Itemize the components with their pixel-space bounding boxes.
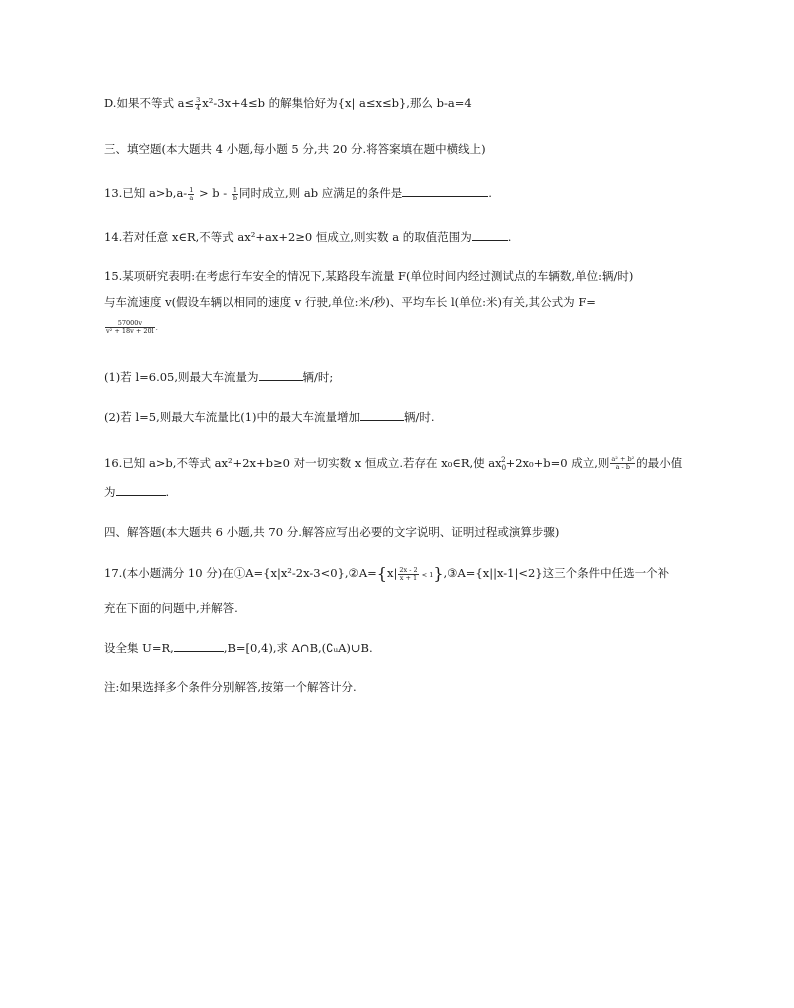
q15-formula-fraction: $\frac{57000v}{\text{v² + 18v + 20l}}$	[106, 318, 154, 335]
question-17-line-2: 充在下面的问题中,并解答.	[104, 601, 238, 615]
q17-open-brace: {	[376, 564, 387, 583]
q13-fraction-1: $\frac{1}{a}$	[189, 185, 194, 202]
question-15-line-2: 与车流速度 v(假设车辆以相同的速度 v 行驶,单位:米/秒)、平均车长 l(单位:米)有关,其公式为 F=	[104, 295, 596, 309]
option-d-fraction: $\frac{3}{4}$	[196, 95, 201, 112]
q16-sup-two: 2	[501, 456, 506, 464]
q17-close-brace: }	[433, 564, 444, 583]
question-14: 14.若对任意 x∈R,不等式 ax²+ax+2≥0 恒成立,则实数 a 的取值范围为 .	[104, 230, 512, 244]
question-16-line-2: 为 .	[104, 485, 170, 499]
q17-condition-blank[interactable]	[174, 640, 224, 652]
q13-fraction-2: $\frac{1}{b}$	[232, 185, 238, 202]
option-d	[104, 95, 472, 112]
option-d-prefix: D.如果不等式 a≤	[104, 96, 195, 110]
question-15-line-1: 15.某项研究表明:在考虑行车安全的情况下,某路段车流量 F(单位时间内经过测试点的车辆数,单位:辆/时)	[104, 269, 634, 283]
q16-sub-zero: 0	[501, 464, 507, 473]
option-d-rest: x²-3x+4≤b 的解集恰好为{x| a≤x≤b},那么 b-a=4	[202, 96, 472, 110]
q15-part2-blank[interactable]	[360, 409, 404, 421]
section-3-heading: 三、填空题(本大题共 4 小题,每小题 5 分,共 20 分.将答案填在题中横线上)	[104, 142, 486, 156]
section-4-heading: 四、解答题(本大题共 6 小题,共 70 分.解答应写出必要的文字说明、证明过程或演算步骤)	[104, 525, 560, 539]
question-16-line-1: 16.已知 a>b,不等式 ax²+2x+b≥0 对一切实数 x 恒成立.若存在 x₀∈R,使 $ax_0^2+2x_0+b=0$ 成立,则 $\frac{\text{a² + b²}}{a - b}$ 的最小值	[104, 455, 683, 473]
q13-answer-blank[interactable]	[402, 185, 488, 197]
q17-fraction: $\frac{2x - 2}{x + 1}$	[399, 565, 418, 582]
question-17-line-3: 设全集 U=R, ,B=[0,4),求 A∩B,(∁ᵤA)∪B.	[104, 641, 373, 655]
question-17-note: 注:如果选择多个条件分别解答,按第一个解答计分.	[104, 680, 357, 694]
question-17-line-1: 17.(本小题满分 10 分)在①A={x|x²-2x-3<0},②A={x| $\frac{2x - 2}{x + 1}$ < 1},③A={x||x-1|<2}这三个条件中任选一个补	[104, 564, 670, 583]
q16-answer-blank[interactable]	[116, 484, 166, 496]
q14-answer-blank[interactable]	[472, 229, 508, 241]
q16-fraction: $\frac{\text{a² + b²}}{a - b}$	[611, 455, 635, 472]
q15-part-2: (2)若 l=5,则最大车流量比(1)中的最大车流量增加 辆/时.	[104, 410, 435, 424]
question-13: 13.已知 a>b,a- $\frac{1}{a}$ > b - $\frac{1}{b}$ 同时成立,则 ab 应满足的条件是 .	[104, 185, 492, 202]
q15-formula: $\frac{57000v}{\text{v² + 18v + 20l}}$ .	[106, 318, 158, 335]
q15-part1-blank[interactable]	[259, 369, 303, 381]
q15-part-1: (1)若 l=6.05,则最大车流量为 辆/时;	[104, 370, 334, 384]
